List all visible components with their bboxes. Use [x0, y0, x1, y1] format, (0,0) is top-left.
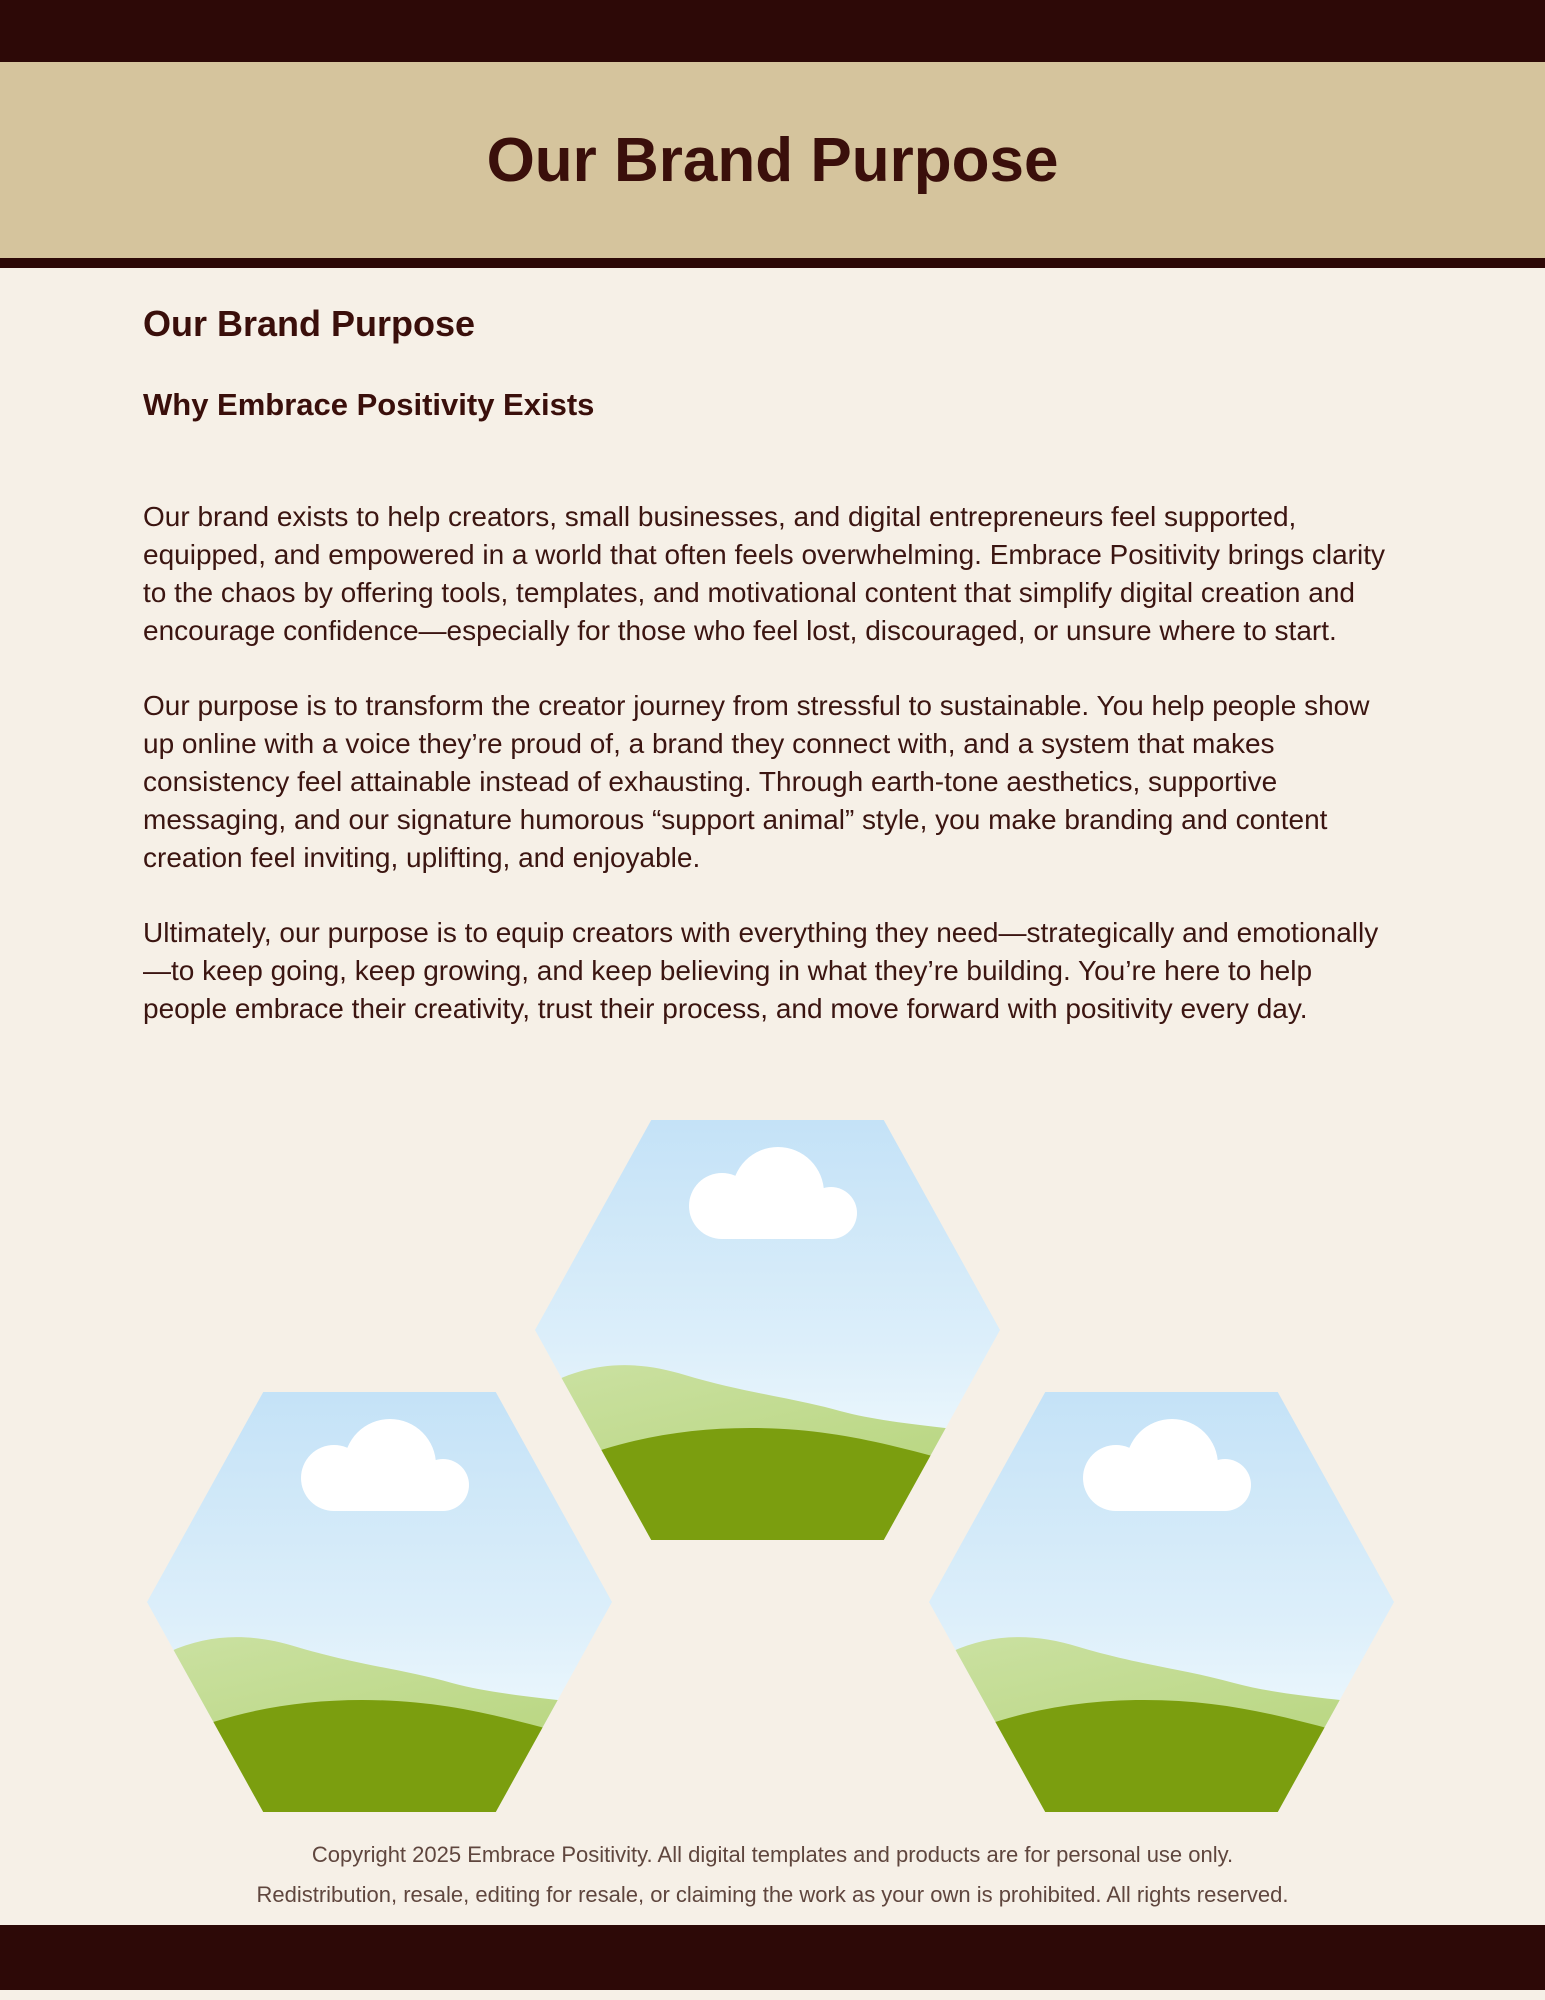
paragraph-1: Our brand exists to help creators, small businesses, and digital entrepreneurs feel supported, equipped, and empowered in a world that often feels overwhelming. Embrace Positivity brings clarity to the chaos by offering tools, templates, and motivational content that simplify digital creation and encourage confidence—especially for those who feel lost, discouraged, or unsure where to start.	[143, 501, 1385, 646]
top-border-bar	[0, 0, 1545, 62]
bottom-border-bar	[0, 1925, 1545, 1990]
section-heading: Our Brand Purpose	[143, 303, 476, 344]
hexagon-landscape-image-left	[147, 1392, 612, 1812]
copyright-footer	[0, 1835, 1545, 1915]
banner-title: Our Brand Purpose	[486, 125, 1059, 195]
article-body	[0, 302, 1545, 1028]
hexagon-image-cluster	[0, 1120, 1545, 1822]
page-banner	[0, 62, 1545, 268]
copyright-line-2: Redistribution, resale, editing for resale, or claiming the work as your own is prohibited. All rights reserved.	[256, 1882, 1289, 1907]
hexagon-landscape-image-right	[929, 1392, 1394, 1812]
landscape-illustration	[929, 1392, 1394, 1812]
paragraph-3: Ultimately, our purpose is to equip creators with everything they need—strategically and emotionally—to keep going, keep growing, and keep believing in what they’re building. You’re here to help people embrace their creativity, trust their process, and move forward with positivity every day.	[143, 917, 1379, 1024]
landscape-illustration	[147, 1392, 612, 1812]
section-subheading: Why Embrace Positivity Exists	[143, 387, 595, 422]
paragraph-2: Our purpose is to transform the creator journey from stressful to sustainable. You help people show up online with a voice they’re proud of, a brand they connect with, and a system that makes consistency feel attainable instead of exhausting. Through earth-tone aesthetics, supportive messaging, and our signature humorous “support animal” style, you make branding and content creation feel inviting, uplifting, and enjoyable.	[143, 690, 1370, 873]
copyright-line-1: Copyright 2025 Embrace Positivity. All digital templates and products are for personal use only.	[311, 1842, 1234, 1867]
